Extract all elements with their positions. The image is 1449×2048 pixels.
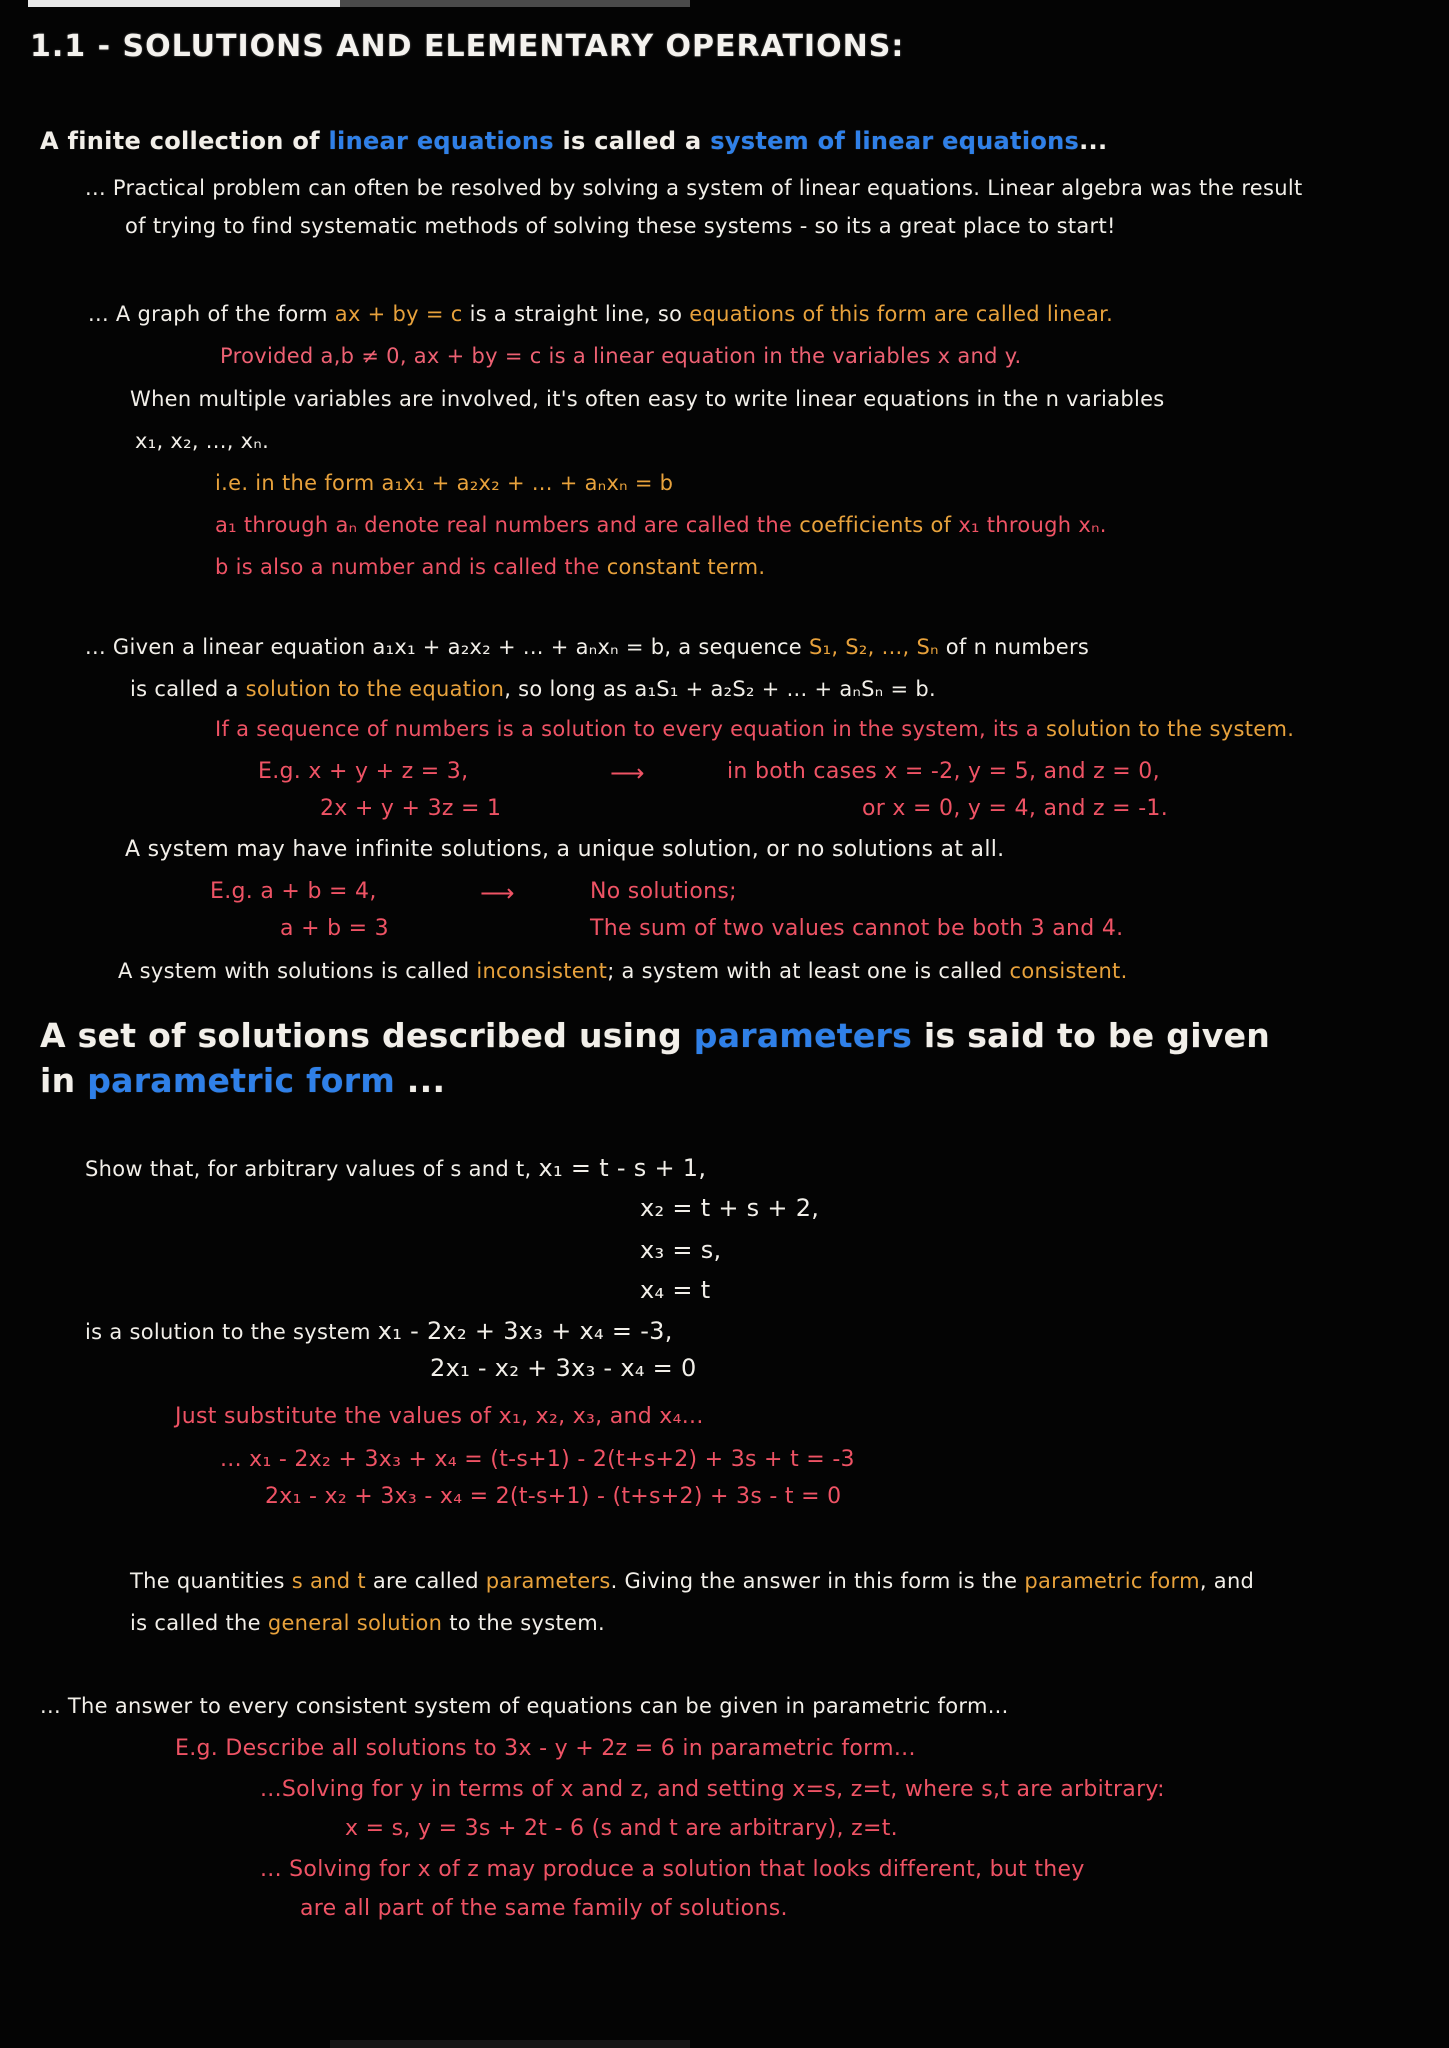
note-line [430,1355,697,1381]
text-segment: inconsistent [476,959,608,983]
text-segment: i.e. in the form a₁x₁ + a₂x₂ + ... + aₙxₙ = b [215,471,674,495]
text-segment: ... Given a linear equation a₁x₁ + a₂x₂ + ... + aₙxₙ = b, a sequence [85,635,809,659]
text-segment: x₄ = t [640,1276,711,1304]
text-segment: 2x + y + 3z = 1 [320,796,502,821]
note-line [130,1570,1254,1593]
text-segment: of trying to find systematic methods of solving these systems - so its a great place to start! [125,214,1116,238]
text-segment: A system with solutions is called [118,959,477,983]
note-line [220,1448,855,1472]
note-line [345,1817,898,1841]
note-line [40,1695,1009,1718]
note-line [85,1155,706,1181]
text-segment: are all part of the same family of solutions. [300,1896,788,1921]
text-segment: The quantities [130,1569,292,1593]
text-segment: E.g. x + y + z = 3, [258,759,469,784]
note-line [85,177,1303,200]
text-segment: coefficients of [799,513,952,537]
text-segment: is called a [130,677,246,701]
note-line [130,1612,605,1635]
text-segment: in both cases x = -2, y = 5, and z = 0, [727,759,1160,784]
text-segment: or x = 0, y = 4, and z = -1. [862,796,1169,821]
note-line [265,1485,841,1509]
note-line [130,388,1165,411]
note-line [260,1778,1165,1802]
text-segment: solution to the equation [245,677,505,701]
text-segment: x₁ = t - s + 1, [538,1154,707,1182]
note-line [215,514,1107,537]
text-segment: , and [1199,1569,1255,1593]
text-segment: general solution [267,1611,443,1635]
text-segment: ... The answer to every consistent system of equations can be given in parametric form... [40,1694,1009,1718]
text-segment: ...Solving for y in terms of x and z, and setting x=s, z=t, where s,t are arbitrary: [260,1777,1165,1802]
text-segment: x₁ through xₙ. [951,513,1107,537]
note-line [118,960,1128,983]
note-line [640,1277,710,1303]
text-segment: system of linear equations [710,127,1080,155]
text-segment: is said to be given [912,1016,1271,1055]
text-segment: ... Practical problem can often be resolved by solving a system of linear equations. Linear algebra was the result [85,176,1303,200]
text-segment: ... x₁ - 2x₂ + 3x₃ + x₄ = (t-s+1) - 2(t+s+2) + 3s + t = -3 [220,1447,855,1472]
section-heading [40,1018,1270,1054]
note-line [88,303,1113,326]
scan-edge-artifact-bottom [330,2040,690,2048]
text-segment: . Giving the answer in this form is the [610,1569,1025,1593]
note-line [175,1405,704,1429]
text-segment: S₁, S₂, ..., Sₙ [809,635,939,659]
note-line [300,1897,788,1921]
note-line [640,1195,819,1221]
text-segment: is a solution to the system [85,1320,378,1344]
text-segment: to the system. [442,1611,605,1635]
note-line [85,1318,673,1344]
text-segment: When multiple variables are involved, it's often easy to write linear equations in the n variables [130,387,1165,411]
text-segment: ... Solving for x of z may produce a solution that looks different, but they [260,1857,1085,1882]
note-line [215,556,765,579]
text-segment: Just substitute the values of x₁, x₂, x₃, and x₄... [175,1404,704,1429]
text-segment: parameters [485,1569,611,1593]
text-segment: solution to the system. [1045,717,1295,741]
text-segment: x = s, y = 3s + 2t - 6 (s and t are arbitrary), z=t. [345,1816,898,1841]
note-line [215,718,1294,741]
text-segment: x₁ - 2x₂ + 3x₃ + x₄ = -3, [377,1317,673,1345]
section-heading [40,1063,445,1099]
text-segment: 2x₁ - x₂ + 3x₃ - x₄ = 2(t-s+1) - (t+s+2) + 3s - t = 0 [265,1484,842,1509]
text-segment: Show that, for arbitrary values of s and t, [85,1157,539,1181]
text-segment: in [40,1061,88,1100]
text-segment: x₃ = s, [640,1236,722,1264]
text-segment: A finite collection of [40,127,329,155]
text-segment: ... A graph of the form [88,302,335,326]
right-arrow-icon: ⟶ [610,759,645,787]
text-segment: x₁, x₂, ..., xₙ. [135,429,270,453]
text-segment: The sum of two values cannot be both 3 and 4. [590,916,1124,941]
note-line [135,430,269,453]
text-segment: parametric form [87,1061,396,1100]
note-line [40,128,1107,154]
text-segment: parameters [693,1016,913,1055]
text-segment: consistent. [1009,959,1128,983]
text-segment: If a sequence of numbers is a solution to every equation in the system, its a [215,717,1046,741]
text-segment: No solutions; [590,879,737,904]
text-segment: 2x₁ - x₂ + 3x₃ - x₄ = 0 [430,1354,697,1382]
text-segment: is called a [553,127,711,155]
text-segment: equations of this form are called linear. [689,302,1114,326]
note-line [85,636,1089,659]
text-segment: E.g. a + b = 4, [210,879,377,904]
note-line [125,838,1004,862]
text-segment: ; a system with at least one is called [607,959,1010,983]
text-segment: x₂ = t + s + 2, [640,1194,820,1222]
text-segment: is called the [130,1611,268,1635]
text-segment: are called [365,1569,486,1593]
text-segment: b is also a number and is called the [215,555,607,579]
right-arrow-icon: ⟶ [480,879,515,907]
text-segment: A system may have infinite solutions, a unique solution, or no solutions at all. [125,837,1005,862]
note-line [640,1237,721,1263]
note-line [220,345,1021,368]
note-line [260,1858,1085,1882]
text-segment: A set of solutions described using [40,1016,694,1055]
text-segment: ax + by = c [334,302,463,326]
text-segment: ... [1079,127,1108,155]
text-segment: , so long as a₁S₁ + a₂S₂ + ... + aₙSₙ = b. [504,677,936,701]
page-title: 1.1 - SOLUTIONS AND ELEMENTARY OPERATIONS: [30,29,905,64]
scan-edge-artifact-light [28,0,340,7]
text-segment: parametric form [1024,1569,1200,1593]
text-segment: a₁ through aₙ denote real numbers and are called the [215,513,800,537]
note-line [130,678,936,701]
text-segment: s and t [291,1569,366,1593]
scan-edge-artifact-gray [340,0,690,7]
text-segment: a + b = 3 [280,916,389,941]
note-line [125,215,1116,238]
text-segment: E.g. Describe all solutions to 3x - y + 2z = 6 in parametric form... [175,1736,916,1761]
note-line [215,472,673,495]
text-segment: ... [395,1061,446,1100]
text-segment: of n numbers [938,635,1090,659]
note-line [175,1737,916,1761]
text-segment: linear equations [328,127,554,155]
text-segment: is a straight line, so [462,302,690,326]
text-segment: constant term. [606,555,766,579]
text-segment: Provided a,b ≠ 0, ax + by = c is a linear equation in the variables x and y. [220,344,1022,368]
